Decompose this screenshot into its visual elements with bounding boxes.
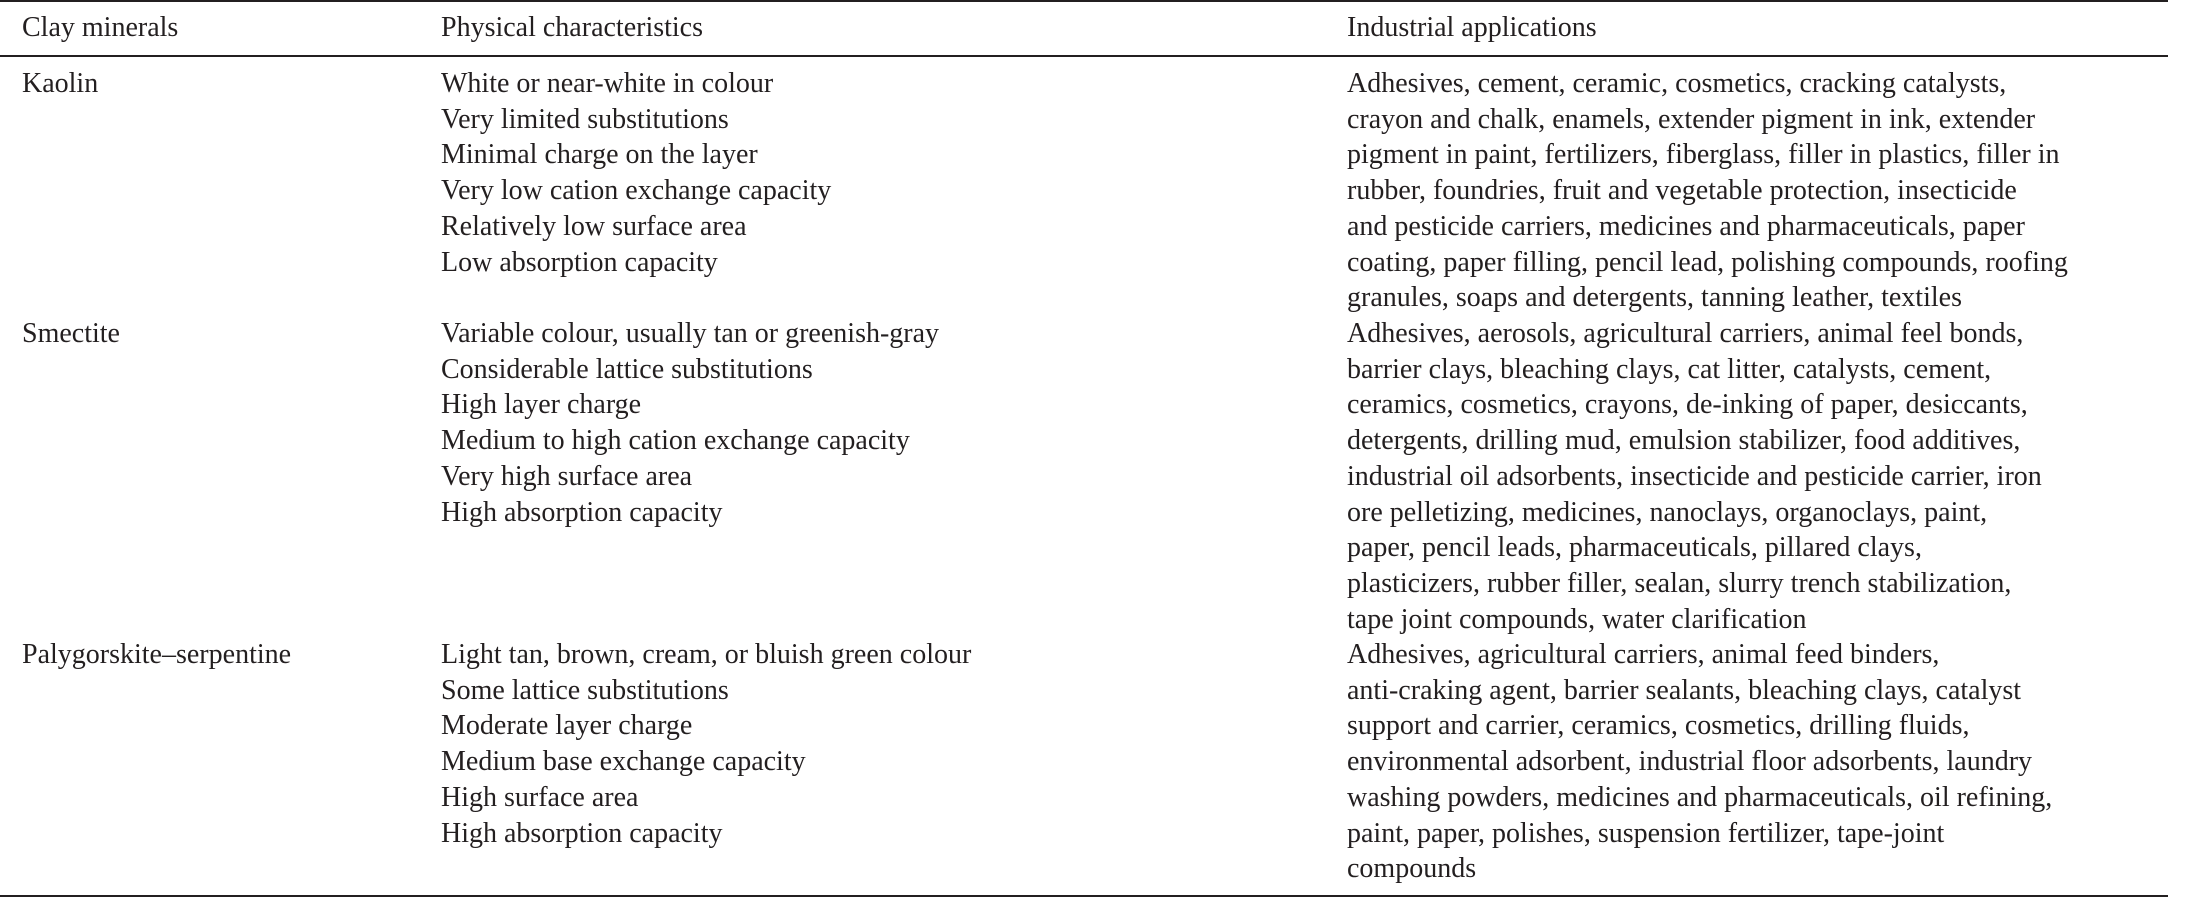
application-line: barrier clays, bleaching clays, cat litter, catalysts, cement, [1347, 353, 1992, 385]
application-line: Adhesives, cement, ceramic, cosmetics, cracking catalysts, [1347, 68, 2007, 99]
application-line: industrial oil adsorbents, insecticide and pesticide carrier, iron [1347, 460, 2042, 492]
characteristic-line: Some lattice substitutions [441, 674, 729, 706]
mineral-name: Palygorskite–serpentine [22, 639, 292, 670]
application-line: anti-craking agent, barrier sealants, bleaching clays, catalyst [1347, 674, 2022, 706]
characteristic-line: High layer charge [441, 389, 642, 421]
application-line: plasticizers, rubber filler, sealan, slurry trench stabilization, [1347, 567, 2012, 599]
characteristic-line: Low absorption capacity [441, 246, 718, 278]
mineral-name: Smectite [22, 318, 120, 349]
application-line: ceramics, cosmetics, crayons, de-inking of paper, desiccants, [1347, 389, 2028, 421]
physical-characteristics-cell [441, 66, 831, 280]
characteristic-line: Considerable lattice substitutions [441, 353, 813, 385]
header-clay-minerals: Clay minerals [22, 12, 179, 43]
industrial-applications-cell [1347, 316, 2157, 637]
characteristic-line: Moderate layer charge [441, 710, 693, 742]
application-line: environmental adsorbent, industrial floor adsorbents, laundry [1347, 746, 2033, 778]
application-line: compounds [1347, 853, 1477, 885]
industrial-applications-cell [1347, 66, 2157, 316]
application-line: coating, paper filling, pencil lead, polishing compounds, roofing [1347, 246, 2068, 278]
application-line: granules, soaps and detergents, tanning leather, textiles [1347, 282, 1962, 314]
application-line: Adhesives, agricultural carriers, animal feed binders, [1347, 639, 1940, 670]
application-line: tape joint compounds, water clarification [1347, 603, 1807, 635]
characteristic-line: Relatively low surface area [441, 210, 747, 242]
characteristic-line: Very low cation exchange capacity [441, 175, 832, 207]
table-header-row [0, 0, 2168, 55]
header-physical-characteristics: Physical characteristics [441, 12, 704, 43]
application-line: Adhesives, aerosols, agricultural carriers, animal feel bonds, [1347, 318, 2024, 349]
characteristic-line: High absorption capacity [441, 817, 723, 849]
physical-characteristics-cell [441, 637, 971, 851]
application-line: crayon and chalk, enamels, extender pigment in ink, extender [1347, 103, 2036, 135]
characteristic-line: Minimal charge on the layer [441, 139, 758, 171]
application-line: paint, paper, polishes, suspension fertilizer, tape-joint [1347, 817, 1945, 849]
characteristic-line: Very limited substitutions [441, 103, 729, 135]
application-line: and pesticide carriers, medicines and pharmaceuticals, paper [1347, 210, 2025, 242]
characteristic-line: Medium base exchange capacity [441, 746, 806, 778]
application-line: paper, pencil leads, pharmaceuticals, pillared clays, [1347, 532, 1922, 564]
table-header-rule [0, 55, 2168, 57]
application-line: ore pelletizing, medicines, nanoclays, organoclays, paint, [1347, 496, 1988, 528]
application-line: washing powders, medicines and pharmaceuticals, oil refining, [1347, 781, 2053, 813]
characteristic-line: Very high surface area [441, 460, 693, 492]
industrial-applications-cell [1347, 637, 2157, 887]
characteristic-line: Light tan, brown, cream, or bluish green colour [441, 639, 972, 670]
characteristic-line: Medium to high cation exchange capacity [441, 425, 910, 457]
table-bottom-rule [0, 895, 2168, 897]
mineral-name: Kaolin [22, 68, 99, 99]
header-industrial-applications: Industrial applications [1347, 12, 1597, 43]
characteristic-line: Variable colour, usually tan or greenish-gray [441, 318, 940, 349]
characteristic-line: High surface area [441, 781, 639, 813]
characteristic-line: White or near-white in colour [441, 68, 774, 99]
application-line: detergents, drilling mud, emulsion stabilizer, food additives, [1347, 425, 2021, 457]
physical-characteristics-cell [441, 316, 939, 530]
characteristic-line: High absorption capacity [441, 496, 723, 528]
application-line: pigment in paint, fertilizers, fiberglass, filler in plastics, filler in [1347, 139, 2060, 171]
application-line: rubber, foundries, fruit and vegetable protection, insecticide [1347, 175, 2017, 207]
application-line: support and carrier, ceramics, cosmetics, drilling fluids, [1347, 710, 1970, 742]
